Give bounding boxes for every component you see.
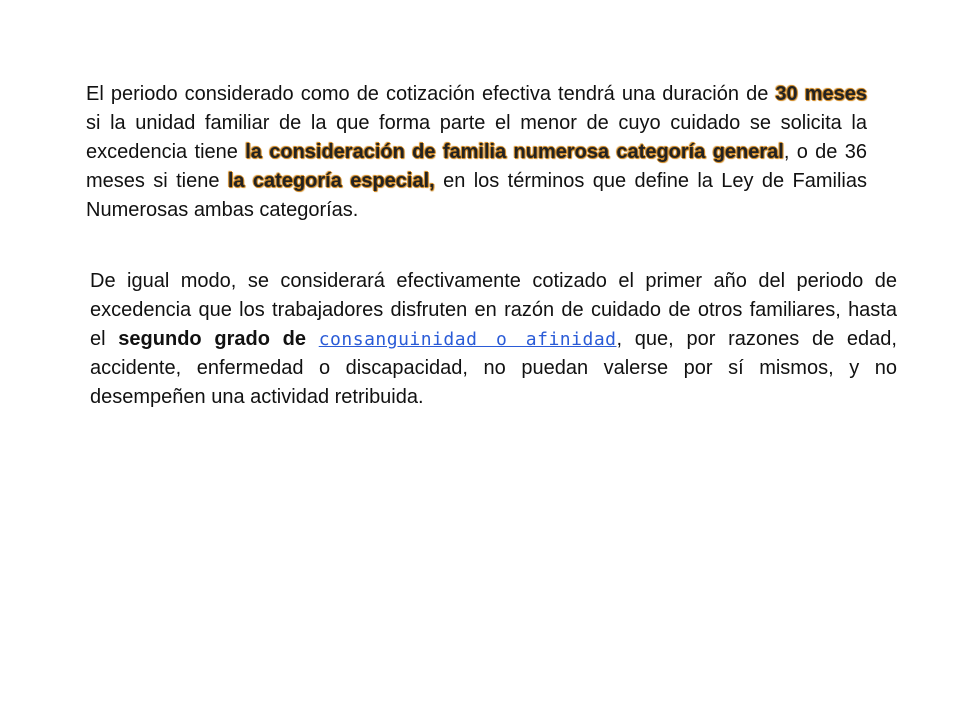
- bold-segundo-grado: segundo grado de: [118, 328, 306, 350]
- text-segment: , o de 36 meses si tiene: [86, 141, 868, 192]
- text-segment: De igual modo, se considerará efectivamente cotizado el primer año del periodo de excedencia que los trabajadores disfruten en razón de cuidado de otros familiares, hasta el: [90, 270, 897, 350]
- text-segment: si la unidad familiar de la que forma parte el menor de cuyo cuidado se solicita la excedencia tiene: [86, 112, 867, 163]
- text-segment: en los términos que define la Ley de Familias Numerosas ambas categorías.: [86, 170, 868, 221]
- highlight-categoria-especial: la categoría especial,: [227, 170, 435, 192]
- text-segment: El periodo considerado como de cotización efectiva tendrá una duración de: [86, 83, 776, 105]
- text-segment: [306, 328, 319, 350]
- highlight-30-meses: 30 meses: [775, 83, 867, 105]
- paragraph-cuidado-familiares: [90, 267, 897, 412]
- highlight-categoria-general: la consideración de familia numerosa categoría general: [245, 141, 784, 163]
- paragraph-cotizacion-efectiva: [86, 80, 867, 225]
- text-segment: , que, por razones de edad, accidente, enfermedad o discapacidad, no puedan valerse por sí mismos, y no desempeñen una actividad retribuida.: [90, 328, 897, 408]
- link-consanguinidad-afinidad[interactable]: consanguinidad o afinidad: [318, 329, 617, 350]
